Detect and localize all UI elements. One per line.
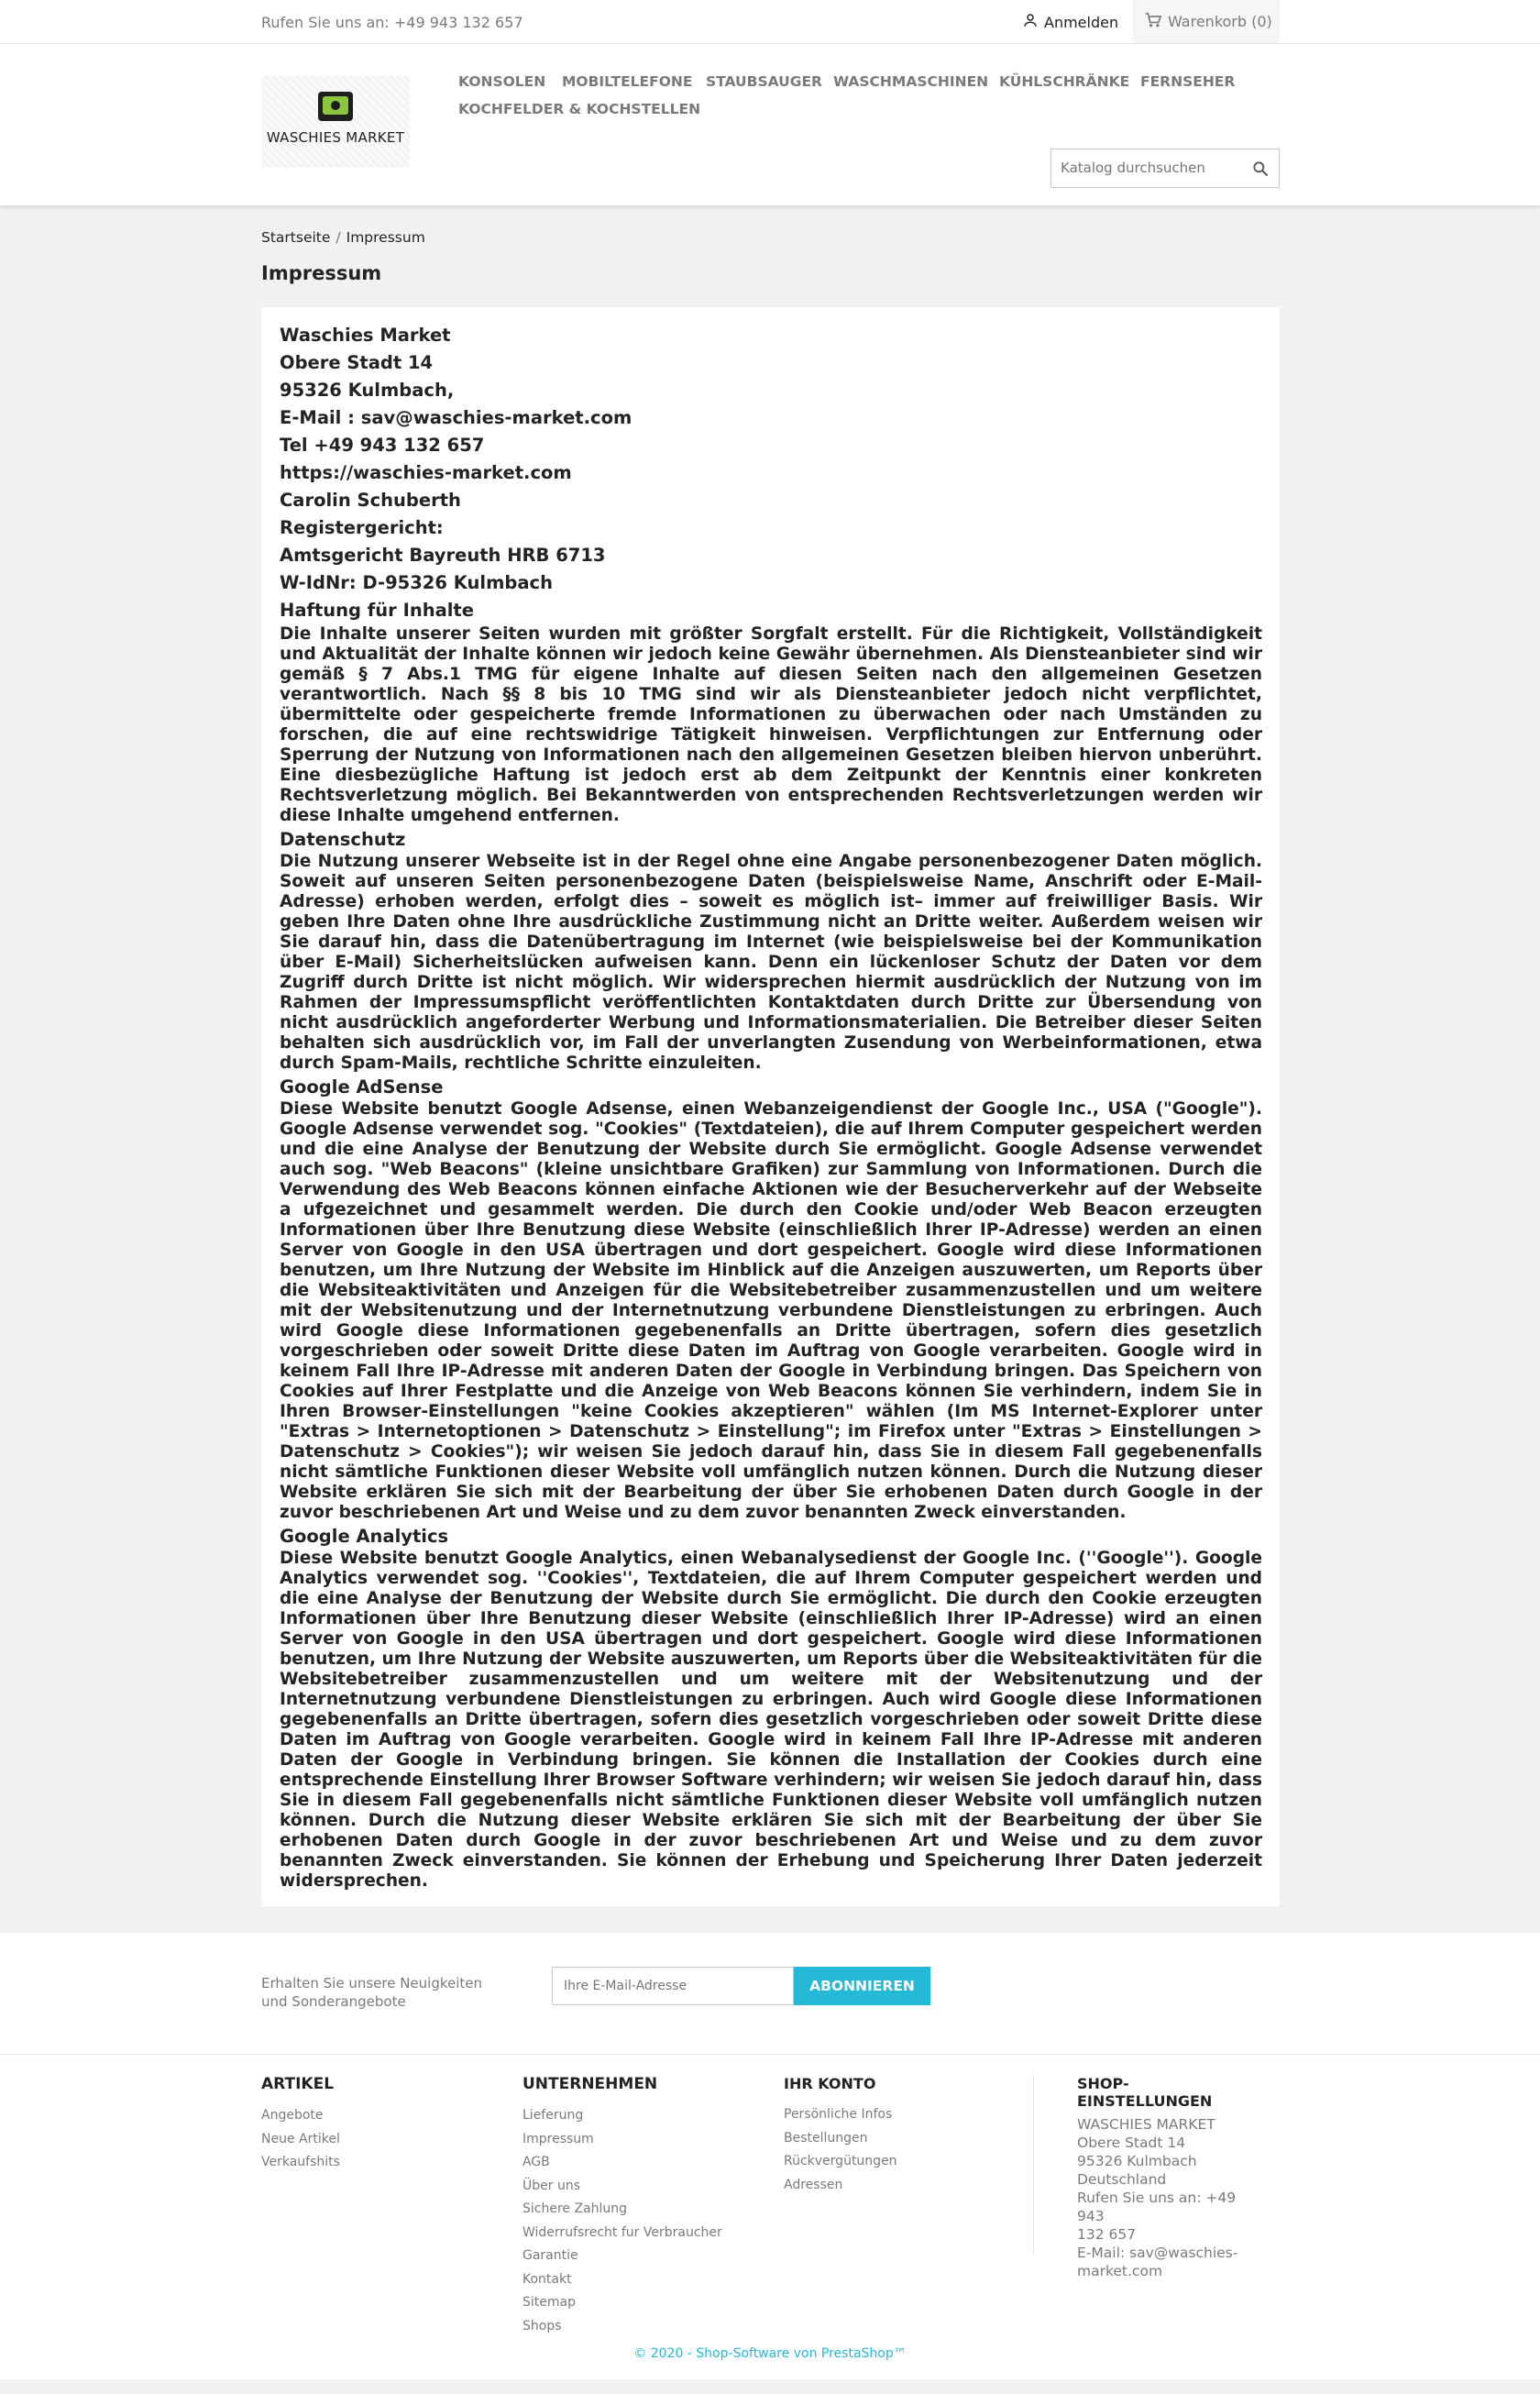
footer-link-sichere-zahlung[interactable]: Sichere Zahlung bbox=[522, 2201, 628, 2216]
cart-icon bbox=[1144, 12, 1162, 32]
nav-item-staubsauger[interactable]: STAUBSAUGER bbox=[706, 73, 822, 90]
register-court: Amtsgericht Bayreuth HRB 6713 bbox=[280, 545, 606, 566]
heading-datenschutz: Datenschutz bbox=[280, 829, 406, 850]
cart-label: Warenkorb (0) bbox=[1168, 13, 1272, 30]
footer-link-widerrufsrecht[interactable]: Widerrufsrecht fur Verbraucher bbox=[522, 2224, 722, 2240]
vat-id: W-IdNr: D-95326 Kulmbach bbox=[280, 572, 553, 593]
footer-link-shops[interactable]: Shops bbox=[522, 2318, 562, 2333]
footer-divider bbox=[1033, 2075, 1034, 2255]
footer-link-sitemap[interactable]: Sitemap bbox=[522, 2295, 576, 2310]
breadcrumb-separator: / bbox=[336, 229, 341, 246]
catalog-search bbox=[1050, 149, 1280, 188]
copyright-link[interactable]: © 2020 - Shop-Software von PrestaShop™ bbox=[633, 2346, 907, 2361]
newsletter-section bbox=[0, 1933, 1540, 2054]
footer-konto bbox=[784, 2075, 897, 2197]
nav-item-waschmaschinen[interactable]: WASCHMASCHINEN bbox=[833, 73, 989, 90]
newsletter-text: Erhalten Sie unsere Neuigkeiten und Sonderangebote bbox=[261, 1975, 483, 2010]
login-label: Anmelden bbox=[1044, 13, 1119, 31]
breadcrumb bbox=[261, 229, 425, 246]
site-header bbox=[0, 44, 1540, 205]
nav-item-kochfelder[interactable]: KOCHFELDER & KOCHSTELLEN bbox=[458, 101, 701, 117]
address-street: Obere Stadt 14 bbox=[280, 352, 434, 373]
footer-store-info bbox=[1077, 2075, 1260, 2280]
user-icon bbox=[1022, 12, 1039, 32]
nav-item-mobiltelefone[interactable]: MOBILTELEFONE bbox=[562, 73, 693, 90]
paragraph-haftung: Die Inhalte unserer Seiten wurden mit größter Sorgfalt erstellt. Für die Richtigkeit, Vollständigkeit und Aktualität der Inhalte können wir jedoch keine Gewähr übernehmen. Als Diensteanbieter sind wir gemäß § 7 Abs.1 TMG für eigene Inhalte auf diesen Seiten nach den allgemeinen Gesetzen verantwortlich. Nach §§ 8 bis 10 TMG sind wir als Diensteanbieter jedoch nicht verpflichtet, übermittelte oder gespeicherte fremde Informationen zu überwachen oder nach Umständen zu forschen, die auf eine rechtswidrige Tätigkeit hinweisen. Verpflichtungen zur Entfernung oder Sperrung der Nutzung von Informationen nach den allgemeinen Gesetzen bleiben hiervon unberührt. Eine diesbezügliche Haftung ist jedoch erst ab dem Zeitpunkt der Kenntnis einer konkreten Rechtsverletzung möglich. Bei Bekanntwerden von entsprechenden Rechtsverletzungen werden wir diese Inhalte umgehend entfernen. bbox=[280, 624, 1262, 825]
footer-link-rueckverguetungen[interactable]: Rückvergütungen bbox=[784, 2154, 897, 2168]
tv-logo-icon bbox=[318, 92, 353, 121]
footer-link-bestellungen[interactable]: Bestellungen bbox=[784, 2130, 868, 2146]
site-footer bbox=[0, 2054, 1540, 2379]
subscribe-button[interactable]: ABONNIEREN bbox=[794, 1967, 930, 2005]
store-line: WASCHIES MARKET bbox=[1077, 2116, 1216, 2133]
footer-link-adressen[interactable]: Adressen bbox=[784, 2177, 843, 2192]
contact-tel: Tel +49 943 132 657 bbox=[280, 435, 485, 456]
store-line: Obere Stadt 14 bbox=[1077, 2135, 1186, 2151]
footer-artikel-title: ARTIKEL bbox=[261, 2075, 335, 2093]
breadcrumb-home[interactable]: Startseite bbox=[261, 229, 331, 246]
top-bar bbox=[0, 0, 1540, 44]
heading-haftung: Haftung für Inhalte bbox=[280, 600, 474, 621]
register-label: Registergericht: bbox=[280, 517, 444, 538]
store-line: 95326 Kulmbach bbox=[1077, 2153, 1197, 2169]
site-logo[interactable] bbox=[261, 76, 410, 168]
footer-unternehmen-title: UNTERNEHMEN bbox=[522, 2075, 658, 2093]
address-city: 95326 Kulmbach, bbox=[280, 380, 455, 401]
footer-link-persoenliche-infos[interactable]: Persönliche Infos bbox=[784, 2107, 893, 2122]
search-icon[interactable] bbox=[1251, 160, 1270, 182]
nav-item-fernseher[interactable]: FERNSEHER bbox=[1140, 73, 1236, 90]
store-line: Deutschland bbox=[1077, 2171, 1167, 2188]
footer-konto-title: IHR KONTO bbox=[784, 2075, 876, 2092]
footer-link-lieferung[interactable]: Lieferung bbox=[522, 2108, 584, 2123]
footer-link-verkaufshits[interactable]: Verkaufshits bbox=[261, 2155, 340, 2169]
footer-link-impressum[interactable]: Impressum bbox=[522, 2131, 594, 2146]
store-line: Rufen Sie uns an: +49 943 bbox=[1077, 2190, 1237, 2224]
footer-link-agb[interactable]: AGB bbox=[522, 2155, 550, 2169]
cart-button[interactable] bbox=[1133, 0, 1280, 43]
footer-link-garantie[interactable]: Garantie bbox=[522, 2248, 578, 2263]
breadcrumb-current[interactable]: Impressum bbox=[346, 229, 425, 246]
heading-analytics: Google Analytics bbox=[280, 1526, 449, 1547]
website-url: https://waschies-market.com bbox=[280, 462, 572, 483]
contact-phone: Rufen Sie uns an: +49 943 132 657 bbox=[261, 14, 523, 31]
footer-store-title: SHOP-EINSTELLUNGEN bbox=[1077, 2075, 1213, 2110]
footer-link-ueber-uns[interactable]: Über uns bbox=[522, 2178, 580, 2193]
logo-text: WASCHIES MARKET bbox=[266, 129, 405, 146]
responsible-person: Carolin Schuberth bbox=[280, 490, 461, 511]
footer-link-angebote[interactable]: Angebote bbox=[261, 2108, 324, 2123]
footer-link-kontakt[interactable]: Kontakt bbox=[522, 2271, 572, 2287]
newsletter-email-input[interactable] bbox=[552, 1967, 794, 2005]
page-title: Impressum bbox=[261, 262, 382, 284]
footer-artikel bbox=[261, 2075, 340, 2175]
contact-email: E-Mail : sav@waschies-market.com bbox=[280, 407, 632, 428]
search-input[interactable] bbox=[1061, 157, 1244, 179]
nav-item-konsolen[interactable]: KONSOLEN bbox=[458, 73, 546, 90]
heading-adsense: Google AdSense bbox=[280, 1076, 444, 1098]
store-line: market.com bbox=[1077, 2263, 1163, 2279]
paragraph-datenschutz: Die Nutzung unserer Webseite ist in der Regel ohne eine Angabe personenbezogener Daten möglich. Soweit auf unseren Seiten personenbezogene Daten (beispielsweise Name, Anschrift oder E-Mail-Adresse) erhoben werden, erfolgt dies – soweit es möglich ist– immer auf freiwilliger Basis. Wir geben Ihre Daten ohne Ihre ausdrückliche Zustimmung nicht an Dritte weiter. Außerdem weisen wir Sie darauf hin, dass die Datenübertragung im Internet (wie beispielsweise bei der Kommunikation über E-Mail) Sicherheitslücken aufweisen kann. Denn ein lückenloser Schutz der Daten vor dem Zugriff durch Dritte ist nicht möglich. Wir widersprechen hiermit ausdrücklich der Nutzung von im Rahmen der Impressumspflicht veröffentlichten Kontaktdaten durch Dritte zur Übersendung von nicht ausdrücklich angeforderter Werbung und Informationsmaterialien. Die Betreiber dieser Seiten behalten sich ausdrücklich vor, im Fall der unverlangten Zusendung von Werbeinformationen, etwa durch Spam-Mails, rechtliche Schritte einzuleiten. bbox=[280, 852, 1262, 1073]
footer-unternehmen bbox=[522, 2075, 722, 2338]
impressum-content bbox=[280, 322, 1262, 1892]
store-line: 132 657 bbox=[1077, 2226, 1137, 2243]
login-link[interactable] bbox=[1022, 12, 1118, 32]
content-card bbox=[261, 307, 1280, 1906]
nav-item-kuehlschraenke[interactable]: KÜHLSCHRÄNKE bbox=[999, 73, 1130, 90]
company-name: Waschies Market bbox=[280, 325, 451, 346]
paragraph-analytics: Diese Website benutzt Google Analytics, einen Webanalysedienst der Google Inc. (''Google''). Google Analytics verwendet sog. ''Cookies'', Textdateien, die auf Ihrem Computer gespeichert werden und die eine Analyse der Benutzung der Website durch Sie ermöglicht. Die durch den Cookie erzeugten Informationen über Ihre Benutzung dieser Website (einschließlich Ihrer IP-Adresse) wird an einen Server von Google in den USA übertragen und dort gespeichert. Google wird diese Informationen benutzen, um Ihre Nutzung der Website auszuwerten, um Reports über die Websiteaktivitäten für die Websitebetreiber zusammenzustellen und um weitere mit der Websitenutzung und der Internetnutzung verbundene Dienstleistungen zu erbringen. Auch wird Google diese Informationen gegebenenfalls an Dritte übertragen, sofern dies gesetzlich vorgeschrieben oder soweit Dritte diese Daten im Auftrag von Google verarbeiten. Google wird in keinem Fall Ihre IP-Adresse mit anderen Daten der Google in Verbindung bringen. Sie können die Installation der Cookies durch eine entsprechende Einstellung Ihrer Browser Software verhindern; wir weisen Sie jedoch darauf hin, dass Sie in diesem Fall gegebenenfalls nicht sämtliche Funktionen dieser Website voll umfänglich nutzen können. Durch die Nutzung dieser Website erklären Sie sich mit der Bearbeitung der über Sie erhobenen Daten durch Google in der zuvor beschriebenen Art und Weise und zu dem zuvor benannten Zweck einverstanden. Sie können der Erhebung und Speicherung Ihrer Daten jederzeit widersprechen. bbox=[280, 1549, 1262, 1891]
store-line: E-Mail: sav@waschies- bbox=[1077, 2245, 1238, 2261]
footer-link-neue-artikel[interactable]: Neue Artikel bbox=[261, 2131, 340, 2146]
paragraph-adsense: Diese Website benutzt Google Adsense, einen Webanzeigendienst der Google Inc., USA ("Google"). Google Adsense verwendet sog. "Cookies" (Textdateien), die auf Ihrem Computer gespeichert werden und die eine Analyse der Benutzung der Website durch Sie ermöglicht. Google Adsense verwendet auch sog. "Web Beacons" (kleine unsichtbare Grafiken) zur Sammlung von Informationen. Durch die Verwendung des Web Beacons können einfache Aktionen wie der Besucherverkehr auf der Webseite a ufgezeichnet und gesammelt werden. Die durch den Cookie und/oder Web Beacon erzeugten Informationen über Ihre Benutzung diese Website (einschließlich Ihrer IP-Adresse) werden an einen Server von Google in den USA übertragen und dort gespeichert. Google wird diese Informationen benutzen, um Ihre Nutzung der Website im Hinblick auf die Anzeigen auszuwerten, um Reports über die Websiteaktivitäten und Anzeigen für die Websitebetreiber zusammenzustellen und um weitere mit der Websitenutzung und der Internetnutzung verbundene Dienstleistungen zu erbringen. Auch wird Google diese Informationen gegebenenfalls an Dritte übertragen, sofern dies gesetzlich vorgeschrieben oder soweit Dritte diese Daten im Auftrag von Google verarbeiten. Google wird in keinem Fall Ihre IP-Adresse mit anderen Daten der Google in Verbindung bringen. Das Speichern von Cookies auf Ihrer Festplatte und die Anzeige von Web Beacons können Sie verhindern, indem Sie in Ihren Browser-Einstellungen "keine Cookies akzeptieren" wählen (Im MS Internet-Explorer unter "Extras > Internetoptionen > Datenschutz > Einstellung"; im Firefox unter "Extras > Einstellungen > Datenschutz > Cookies"); wir weisen Sie jedoch darauf hin, dass Sie in diesem Fall gegebenenfalls nicht sämtliche Funktionen dieser Website voll umfänglich nutzen können. Durch die Nutzung dieser Website erklären Sie sich mit der Bearbeitung der über Sie erhobenen Daten durch Google in der zuvor beschriebenen Art und Weise und zu dem zuvor benannten Zweck einverstanden. bbox=[280, 1099, 1262, 1522]
